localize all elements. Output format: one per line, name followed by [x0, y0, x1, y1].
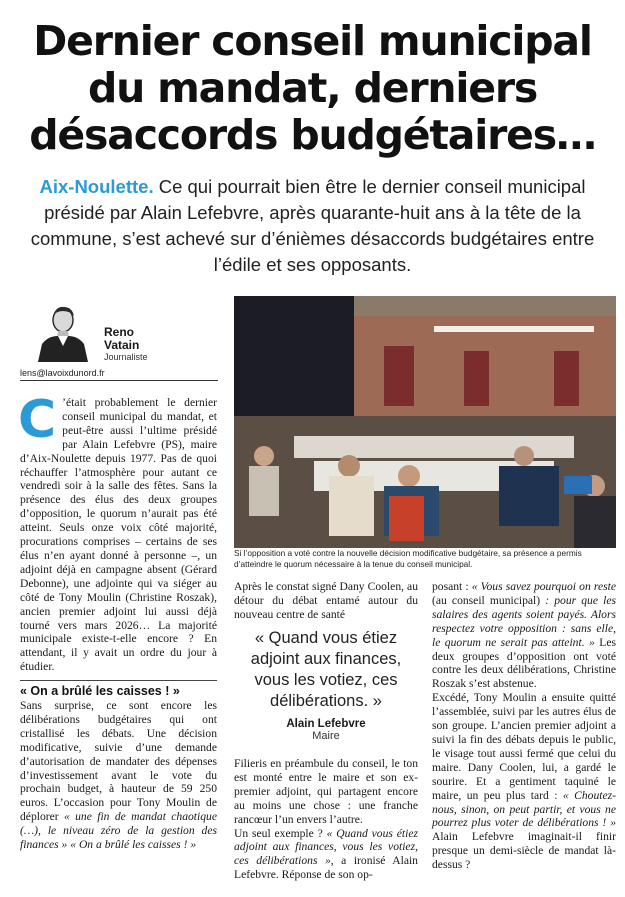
p6-text: posant :	[432, 580, 472, 593]
council-meeting-photo	[234, 296, 616, 548]
p7-quote: « Choutez-nous, sinon, on peut partir, et vous ne pourrez plus voter de délibérations ! »	[432, 788, 616, 830]
author-first-name: Reno	[104, 325, 134, 339]
paragraph-intro	[18, 390, 217, 674]
article-column-2	[234, 580, 418, 622]
article-photo	[234, 296, 616, 548]
headline-line-1: Dernier conseil municipal	[33, 17, 592, 65]
paragraph-2	[20, 699, 217, 852]
p7-text-2: Alain Lefebvre imaginait-il finir presque un demi-siècle de mandat là-dessus ?	[432, 830, 616, 872]
p2-quote-2: « On a brûlé les caisses ! »	[67, 838, 197, 852]
headline-line-2: du mandat, derniers	[87, 64, 538, 112]
p5-text: Un seul exemple ?	[234, 826, 327, 840]
author-last-name: Vatain	[104, 338, 140, 352]
dropcap: C	[18, 390, 57, 450]
p6-quote-2: : pour que les salaires des agents soient payés. Alors respectez votre opposition : sans elle, le quorum ne serait pas atteint. »	[432, 593, 616, 649]
p6-aside: (au conseil municipal)	[432, 593, 546, 607]
p6-quote: « Vous savez pourquoi on reste	[471, 580, 616, 593]
author-portrait	[34, 298, 92, 362]
pull-quote-role: Maire	[312, 730, 340, 742]
p2-text: Sans surprise, ce sont encore les délibérations budgétaires qui ont cristallisé les débats. Une décision modificative, suivie d’une demande d’autorisation de mandater des dépenses d’investissement avant le vote du prochain budget, à hauteur de 59 250 euros. L’occasion pour Tony Moulin de déplorer	[20, 699, 217, 824]
paragraph-5	[234, 827, 418, 883]
paragraph-6	[432, 580, 616, 691]
photo-caption: Si l’opposition a voté contre la nouvelle décision modificative budgétaire, sa présence a permis d’atteindre le quorum nécessaire à la tenue du conseil municipal.	[234, 548, 582, 569]
paragraph-3: Après le constat signé Dany Coolen, au détour du débat entamé autour du nouveau centre de santé	[234, 580, 418, 621]
article-column-2b	[234, 757, 418, 882]
article-column-3	[432, 580, 616, 872]
headline-line-3: désaccords budgétaires…	[29, 111, 596, 159]
lede-city: Aix-Noulette.	[39, 176, 154, 197]
p5-quote: « Quand vous étiez adjoint aux finances, vous les votiez, ces délibérations »	[234, 826, 418, 868]
pull-quote	[234, 628, 418, 742]
p5-text-2: , a ironisé Alain Lefebvre. Réponse de son op-	[234, 854, 418, 882]
article-column-1	[18, 390, 217, 852]
paragraph-4: Filieris en préambule du conseil, le ton est monté entre le maire et son ex-premier adjoint, qui partagent encore au moins une chose : une franche rancœur l’un envers l’autre.	[234, 757, 418, 826]
byline	[20, 296, 218, 384]
section-subhead: « On a brûlé les caisses ! »	[20, 680, 217, 699]
paragraph-intro-text: ’était probablement le dernier conseil municipal du mandat, et peut-être aussi l’ultime présidé par Alain Lefebvre (PS), maire d’Aix-Noulette depuis 1977. Pas de quoi réchauffer l’atmosphère pour autant ce vendredi soir à la salle des fêtes. Sans la présence des élus des deux groupes d’opposition, le quorum n’aurait pas été atteint. Seuls onze voix côté majorité, procurations comprises – certains de ses élus n’en ayant donné à personne –, un adjoint déjà en campagne absent (Gérard Debonne), une adjointe qui va siéger au côté de Tony Moulin (Christine Roszak), ancien premier adjoint lui aussi déjà tourné vers mars 2026… La majorité municipale existe-t-elle encore ? En attendant, il y avait un ordre du jour à étudier.	[20, 396, 217, 674]
paragraph-7	[432, 691, 616, 872]
p7-text: Excédé, Tony Moulin a ensuite quitté l’assemblée, suivi par les autres élus de son groupe. L’ancien premier adjoint a suivi la fin des débats depuis le public, le visage tout aussi fermé que celui du maire. Dany Coolen, lui, a gardé le sourire. Et a gentiment taquiné le maire, un peu plus tard :	[432, 691, 616, 802]
pull-quote-author: Alain Lefebvre	[286, 718, 366, 730]
pull-quote-text: « Quand vous étiez adjoint aux finances, vous les votiez, ces délibérations. »	[250, 629, 402, 710]
author-email: lens@lavoixdunord.fr	[20, 368, 218, 381]
p6-text-2: Les deux groupes d’opposition ont voté contre les deux délibérations, Christine Roszak s’est abstenue.	[432, 635, 617, 691]
lede-text: Ce qui pourrait bien être le dernier conseil municipal présidé par Alain Lefebvre, après quarante-huit ans à la tête de la commune, s’est achevé sur d’énièmes désaccords budgétaires entre l’édile et ses opposants.	[30, 176, 595, 275]
headline	[0, 18, 625, 159]
p2-quote: « une fin de mandat chaotique (…), le niveau zéro de la gestion des finances »	[20, 810, 217, 852]
lede	[20, 174, 605, 278]
author-name	[104, 326, 139, 352]
author-role: Journaliste	[104, 352, 148, 362]
